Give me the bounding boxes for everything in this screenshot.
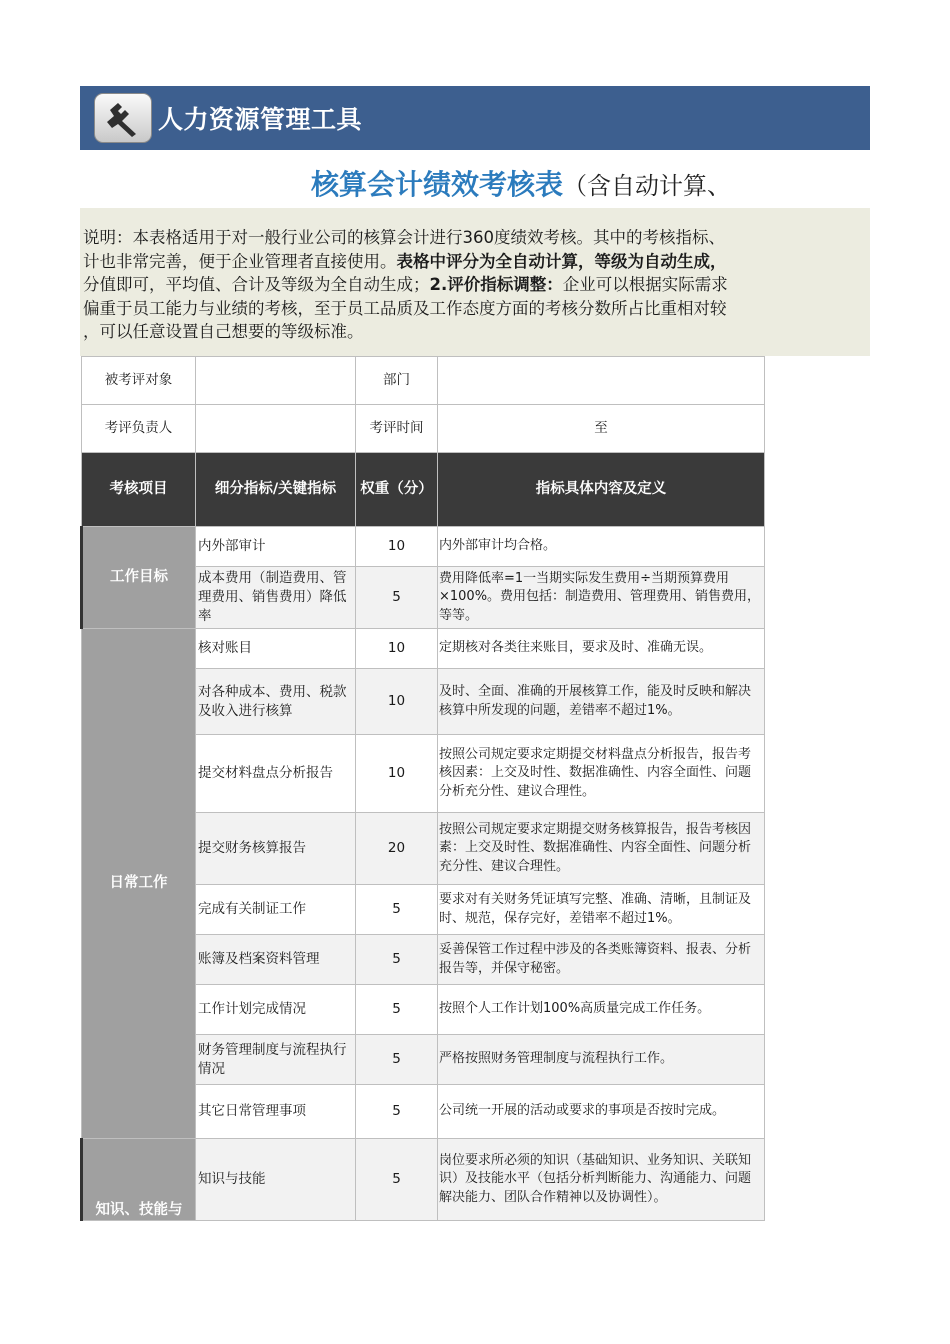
indicator-weight[interactable]: 5 — [356, 1139, 438, 1221]
indicator-definition: 妥善保管工作过程中涉及的各类账簿资料、报表、分析报告等，并保守秘密。 — [438, 935, 765, 985]
indicator-definition: 定期核对各类往来账目，要求及时、准确无误。 — [438, 629, 765, 669]
time-label: 考评时间 — [356, 405, 438, 453]
indicator-name: 提交财务核算报告 — [196, 813, 356, 885]
header-definition: 指标具体内容及定义 — [438, 453, 765, 527]
dept-label: 部门 — [356, 357, 438, 405]
header-weight: 权重（分） — [356, 453, 438, 527]
indicator-weight[interactable]: 5 — [356, 885, 438, 935]
indicator-weight[interactable]: 20 — [356, 813, 438, 885]
indicator-definition: 要求对有关财务凭证填写完整、准确、清晰，且制证及时、规范，保存完好，差错率不超过1%。 — [438, 885, 765, 935]
time-value-cell[interactable]: 至 — [438, 405, 765, 453]
indicator-definition: 岗位要求所必须的知识（基础知识、业务知识、关联知识）及技能水平（包括分析判断能力、沟通能力、问题解决能力、团队合作精神以及协调性）。 — [438, 1139, 765, 1221]
indicator-name: 财务管理制度与流程执行情况 — [196, 1035, 356, 1085]
evaluation-table — [80, 356, 765, 1221]
app-banner — [80, 86, 870, 150]
indicator-name: 账簿及档案资料管理 — [196, 935, 356, 985]
desc-line: 分值即可，平均值、合计及等级为全自动生成；2.评价指标调整：企业可以根据实际需求 — [83, 275, 728, 294]
indicator-weight[interactable]: 5 — [356, 1035, 438, 1085]
category-work-goal: 工作目标 — [82, 527, 196, 629]
indicator-weight[interactable]: 5 — [356, 567, 438, 629]
wrench-icon — [94, 93, 152, 143]
app-title: 人力资源管理工具 — [158, 105, 363, 134]
description-box — [80, 208, 870, 356]
target-value-cell[interactable] — [196, 357, 356, 405]
dept-value-cell[interactable] — [438, 357, 765, 405]
indicator-name: 工作计划完成情况 — [196, 985, 356, 1035]
desc-line: ，可以任意设置自己想要的等级标准。 — [83, 322, 364, 341]
indicator-name: 完成有关制证工作 — [196, 885, 356, 935]
category-daily-work: 日常工作 — [82, 629, 196, 1139]
header-sub-indicator: 细分指标/关键指标 — [196, 453, 356, 527]
indicator-definition: 按照公司规定要求定期提交材料盘点分析报告，报告考核因素：上交及时性、数据准确性、内容全面性、问题分析充分性、建议合理性。 — [438, 735, 765, 813]
indicator-weight[interactable]: 5 — [356, 985, 438, 1035]
indicator-definition: 及时、全面、准确的开展核算工作，能及时反映和解决核算中所发现的问题，差错率不超过1%。 — [438, 669, 765, 735]
indicator-definition: 按照个人工作计划100%高质量完成工作任务。 — [438, 985, 765, 1035]
indicator-name: 成本费用（制造费用、管理费用、销售费用）降低率 — [196, 567, 356, 629]
category-knowledge-skill: 知识、技能与 — [82, 1139, 196, 1221]
desc-line: 偏重于员工能力与业绩的考核，至于员工品质及工作态度方面的考核分数所占比重相对较 — [83, 298, 727, 318]
indicator-name: 核对账目 — [196, 629, 356, 669]
header-item: 考核项目 — [82, 453, 196, 527]
indicator-weight[interactable]: 5 — [356, 935, 438, 985]
indicator-name: 对各种成本、费用、税款及收入进行核算 — [196, 669, 356, 735]
indicator-definition: 按照公司规定要求定期提交财务核算报告，报告考核因素：上交及时性、数据准确性、内容全面性、问题分析充分性、建议合理性。 — [438, 813, 765, 885]
owner-label: 考评负责人 — [82, 405, 196, 453]
desc-line: 说明：本表格适用于对一般行业公司的核算会计进行360度绩效考核。其中的考核指标、 — [83, 228, 725, 247]
indicator-definition: 内外部审计均合格。 — [438, 527, 765, 567]
indicator-weight[interactable]: 10 — [356, 629, 438, 669]
indicator-name: 知识与技能 — [196, 1139, 356, 1221]
indicator-definition: 费用降低率=1一当期实际发生费用÷当期预算费用×100%。费用包括：制造费用、管理费用、销售费用，等等。 — [438, 567, 765, 629]
indicator-name: 提交材料盘点分析报告 — [196, 735, 356, 813]
indicator-name: 其它日常管理事项 — [196, 1085, 356, 1139]
indicator-definition: 公司统一开展的活动或要求的事项是否按时完成。 — [438, 1085, 765, 1139]
target-label: 被考评对象 — [82, 357, 196, 405]
indicator-weight[interactable]: 10 — [356, 669, 438, 735]
indicator-definition: 严格按照财务管理制度与流程执行工作。 — [438, 1035, 765, 1085]
indicator-weight[interactable]: 10 — [356, 527, 438, 567]
owner-value-cell[interactable] — [196, 405, 356, 453]
title-subtitle: （含自动计算、 — [563, 172, 732, 200]
indicator-name: 内外部审计 — [196, 527, 356, 567]
document-title — [311, 163, 731, 203]
indicator-weight[interactable]: 10 — [356, 735, 438, 813]
indicator-weight[interactable]: 5 — [356, 1085, 438, 1139]
title-main: 核算会计绩效考核表 — [311, 168, 564, 201]
desc-line: 计也非常完善，便于企业管理者直接使用。表格中评分为全自动计算，等级为自动生成， — [83, 251, 727, 271]
